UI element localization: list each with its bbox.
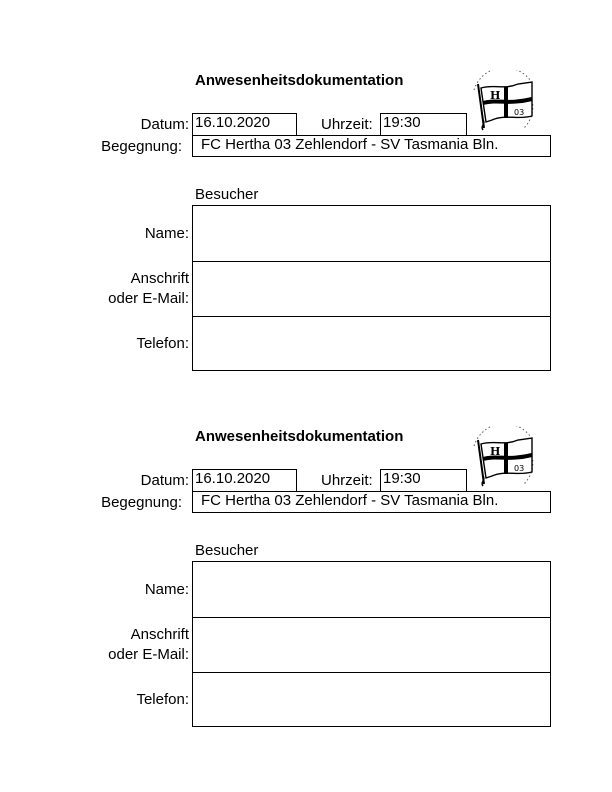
- name-field[interactable]: [193, 206, 550, 262]
- match-field[interactable]: FC Hertha 03 Zehlendorf - SV Tasmania Bln.: [192, 491, 551, 513]
- address-label-line2: oder E-Mail:: [108, 290, 189, 307]
- club-flag-logo-icon: [470, 426, 538, 492]
- visitor-grid: [192, 205, 551, 371]
- address-label-line2: oder E-Mail:: [108, 646, 189, 663]
- phone-field[interactable]: [193, 672, 550, 726]
- logo-letter: H: [490, 89, 501, 102]
- address-field[interactable]: [193, 617, 550, 673]
- visitor-heading: Besucher: [195, 542, 259, 559]
- address-label-line1: Anschrift: [130, 270, 189, 287]
- club-flag-logo-icon: [470, 70, 538, 136]
- logo-number: 03: [514, 464, 525, 473]
- logo-letter: H: [490, 445, 501, 458]
- address-label-line1: Anschrift: [130, 626, 189, 643]
- attendance-form-1: [0, 0, 612, 350]
- logo-number: 03: [514, 108, 525, 117]
- form-title: Anwesenheitsdokumentation: [195, 72, 404, 89]
- date-label: Datum:: [140, 116, 189, 133]
- time-field[interactable]: 19:30: [380, 113, 467, 136]
- address-label: [108, 269, 189, 309]
- name-label: Name:: [144, 225, 189, 242]
- phone-label: Telefon:: [136, 335, 189, 352]
- date-label: Datum:: [140, 472, 189, 489]
- name-field[interactable]: [193, 562, 550, 618]
- form-title: Anwesenheitsdokumentation: [195, 428, 404, 445]
- match-field[interactable]: FC Hertha 03 Zehlendorf - SV Tasmania Bln.: [192, 135, 551, 157]
- name-label: Name:: [144, 581, 189, 598]
- time-field[interactable]: 19:30: [380, 469, 467, 492]
- date-field[interactable]: 16.10.2020: [192, 469, 297, 492]
- visitor-heading: Besucher: [195, 186, 259, 203]
- time-label: Uhrzeit:: [321, 116, 373, 133]
- attendance-form-2: [0, 356, 612, 706]
- phone-label: Telefon:: [136, 691, 189, 708]
- visitor-grid: [192, 561, 551, 727]
- match-label: Begegnung:: [101, 138, 182, 155]
- address-label: [108, 625, 189, 665]
- address-field[interactable]: [193, 261, 550, 317]
- time-label: Uhrzeit:: [321, 472, 373, 489]
- date-field[interactable]: 16.10.2020: [192, 113, 297, 136]
- match-label: Begegnung:: [101, 494, 182, 511]
